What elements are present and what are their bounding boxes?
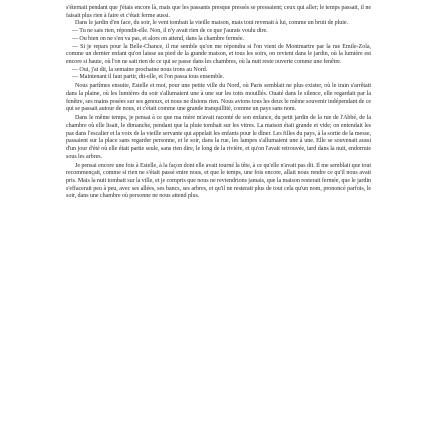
dialogue-line-4: — Oui, j'ai dit, la semaine prochaine nous irons au Nord.	[72, 66, 208, 73]
dialogue-line-3: — Si je repars pour la Belle-Chance, il me semble qu'on me répondra si l'on vient de Montmartre par la rue Emile-Zola, comme un dernier enfant qu'on laisse au pied de la grande maison, et tous les soirs, on revient dans le jardin, où la lumière est encore si haute, où l'on ne sait rien de ce qui se passe dans les chambres, où la nuit reste ouverte comme une fenêtre.	[66, 43, 371, 65]
paragraph-2: Dans le jardin d'en face, du soir, le vent tombait la vieille maison, mais tout revenait à lui, comme un bruit de pluie.	[75, 20, 349, 27]
text-column	[66, 5, 371, 201]
paragraph-4: Dans le même temps, je pensai à ce que ma mère m'avait raconté de son enfance, du petit jardin de la rue de l'Abbé, de la chambre où elle lisait, le dimanche, pendant que la pluie tombait sur les vitres. La maison était grande et vide; on entendait les pas dans l'escalier et la voix de la vieille servante qui appelait les enfants pour le dîner. Les filles du pays, à la sortie de la messe, passaient sur la place sans regarder personne, et le soir, dans la rue, les lampes s'allumaient une à une. Elle se souvenait aussi d'un jour d'été où elle était partie seule, sans rien dire, le long de la rivière, et qu'on l'avait retrouvée, tard dans la nuit, endormie sous les arbres.	[66, 115, 371, 160]
dialogue-line-5: — Maintenant il faut partir, dit-elle, et l'on passa tous ensemble.	[72, 74, 225, 81]
paragraph-5: Je pensai encore une fois à Estelle, à la façon dont elle avait tourné la tête, à ce qu'elle n'avait pas dit. Il me semblait que tout recommençait, comme si rien ne s'était passé entre nous, et que le temps, une fois encore, allait nous rendre ce qu'il nous avait pris. Mais la nuit tombait sur la ville, et je compris que nous ne reviendrions jamais, que la maison resterait fermée, que le jardin s'effacerait peu à peu, avec ses allées, ses bancs, ses arbres, et qu'il ne resterait plus de tout cela qu'un nom, prononcé parfois, le soir, dans une chambre où personne ne nous attend plus.	[66, 162, 371, 200]
dialogue-line-1: — Tu ne sais rien, répondit-elle. Non, il n'y avait rien de ce que j'aurais voulu dire.	[72, 28, 268, 35]
paragraph-1: s'éternait pendant que j'étais encore là, mais que les passants presque pressés se pressaient; ceux qui aller; le temps passait, il ne faisait plus rien à faire et c'était ferme aussi.	[66, 5, 371, 19]
paragraph-3: Nous partîmes ensuite, Estelle et moi, pour une petite ville du Nord, où Paris semblait ne plus exister, où le train s'arrêtait dans la plaine, où les lumières du soir s'allumaient une à une sur les toits mouillés. Ouaté dans le silence, elle regardait par la fenêtre, ses mains posées sur ses genoux, et nous ne disions rien. Nous avions tous les deux le même souvenir indépendant de ce qui se passait autour de nous, et c'était comme une grande tranquillité, comme un pays sans nom.	[66, 83, 371, 113]
dialogue-line-2: — Ou bien on ne s'en va pas, et alors on attend, dans la chambre fermée.	[72, 35, 244, 42]
